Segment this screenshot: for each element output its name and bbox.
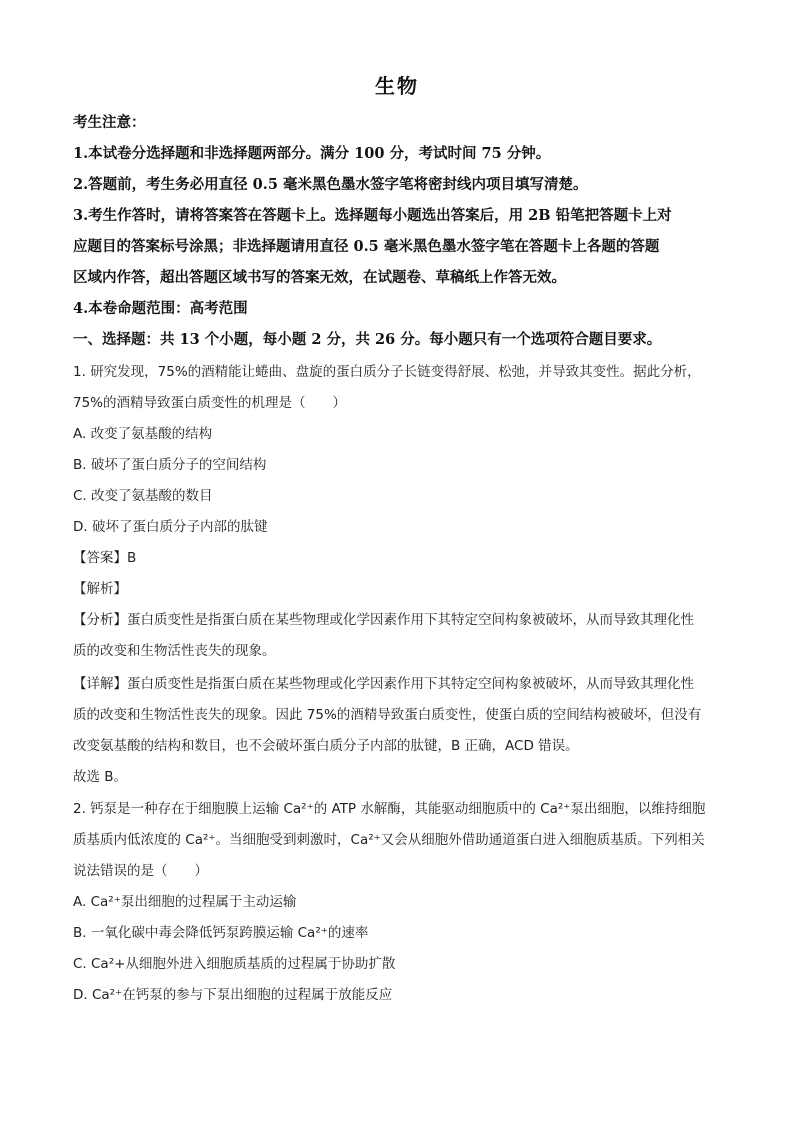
- notice-item-2: 2.答题前，考生务必用直径 0.5 毫米黑色墨水签字笔将密封线内项目填写清楚。: [73, 176, 588, 193]
- q1-detail-line-1: [73, 672, 723, 692]
- q1-fenxi-line-2: 质的改变和生物活性丧失的现象。: [73, 643, 276, 659]
- notice-item-3: 3.考生作答时，请将答案答在答题卡上。选择题每小题选出答案后，用 2B 铅笔把答题卡上对: [73, 207, 672, 224]
- q1-option-a: A. 改变了氨基酸的结构: [73, 426, 213, 442]
- q1-analysis-label: 【解析】: [73, 581, 127, 597]
- notice-item-1: 1.本试卷分选择题和非选择题两部分。满分 100 分，考试时间 75 分钟。: [73, 145, 551, 162]
- notice-item-4: 4.本卷命题范围：高考范围: [73, 300, 248, 317]
- notice-item-3-cont-1: 应题目的答案标号涂黑；非选择题请用直径 0.5 毫米黑色墨水签字笔在答题卡上各题的答题: [73, 238, 660, 255]
- section-heading-choice: 一、选择题：共 13 个小题，每小题 2 分，共 26 分。每小题只有一个选项符合题目要求。: [73, 331, 662, 348]
- q1-conclusion: 故选 B。: [73, 769, 128, 785]
- q1-option-c: C. 改变了氨基酸的数目: [73, 488, 213, 504]
- q1-detail-line-2: 质的改变和生物活性丧失的现象。因此 75%的酒精导致蛋白质变性，使蛋白质的空间结构被破坏，但没有: [73, 707, 702, 723]
- q1-stem-line-1: 1. 研究发现，75%的酒精能让蜷曲、盘旋的蛋白质分子长链变得舒展、松弛，并导致其变性。据此分析，: [73, 364, 701, 380]
- q1-option-b: B. 破坏了蛋白质分子的空间结构: [73, 457, 267, 473]
- page-title: 生物: [375, 74, 419, 98]
- notice-item-3-cont-2: 区域内作答，超出答题区域书写的答案无效，在试题卷、草稿纸上作答无效。: [73, 269, 566, 286]
- q2-option-b: B. 一氧化碳中毒会降低钙泵跨膜运输 Ca²⁺的速率: [73, 925, 369, 941]
- q2-stem-line-3: 说法错误的是（ ）: [73, 863, 208, 879]
- q1-fenxi-line-1: [73, 608, 723, 628]
- fenxi-label: 【分析】: [73, 612, 127, 628]
- q2-stem-line-2: 质基质内低浓度的 Ca²⁺。当细胞受到刺激时，Ca²⁺又会从细胞外借助通道蛋白进入细胞质基质。下列相关: [73, 832, 705, 848]
- answer-label: 【答案】: [73, 550, 127, 566]
- answer-value: B: [127, 550, 137, 566]
- q1-stem-line-2: 75%的酒精导致蛋白质变性的机理是（ ）: [73, 395, 347, 411]
- detail-text-1: 蛋白质变性是指蛋白质在某些物理或化学因素作用下其特定空间构象被破坏，从而导致其理化性: [127, 676, 694, 692]
- q2-stem-line-1: 2. 钙泵是一种存在于细胞膜上运输 Ca²⁺的 ATP 水解酶，其能驱动细胞质中的 Ca²⁺泵出细胞，以维持细胞: [73, 801, 706, 817]
- q1-answer: [73, 546, 723, 566]
- q1-option-d: D. 破坏了蛋白质分子内部的肽键: [73, 519, 268, 535]
- detail-label: 【详解】: [73, 676, 127, 692]
- q2-option-c: C. Ca²+从细胞外进入细胞质基质的过程属于协助扩散: [73, 956, 396, 972]
- q1-detail-line-3: 改变氨基酸的结构和数目，也不会破坏蛋白质分子内部的肽键，B 正确，ACD 错误。: [73, 738, 579, 754]
- fenxi-text-1: 蛋白质变性是指蛋白质在某些物理或化学因素作用下其特定空间构象被破坏，从而导致其理化性: [127, 612, 694, 628]
- notice-heading: 考生注意：: [73, 114, 146, 131]
- q2-option-d: D. Ca²⁺在钙泵的参与下泵出细胞的过程属于放能反应: [73, 987, 393, 1003]
- q2-option-a: A. Ca²⁺泵出细胞的过程属于主动运输: [73, 894, 297, 910]
